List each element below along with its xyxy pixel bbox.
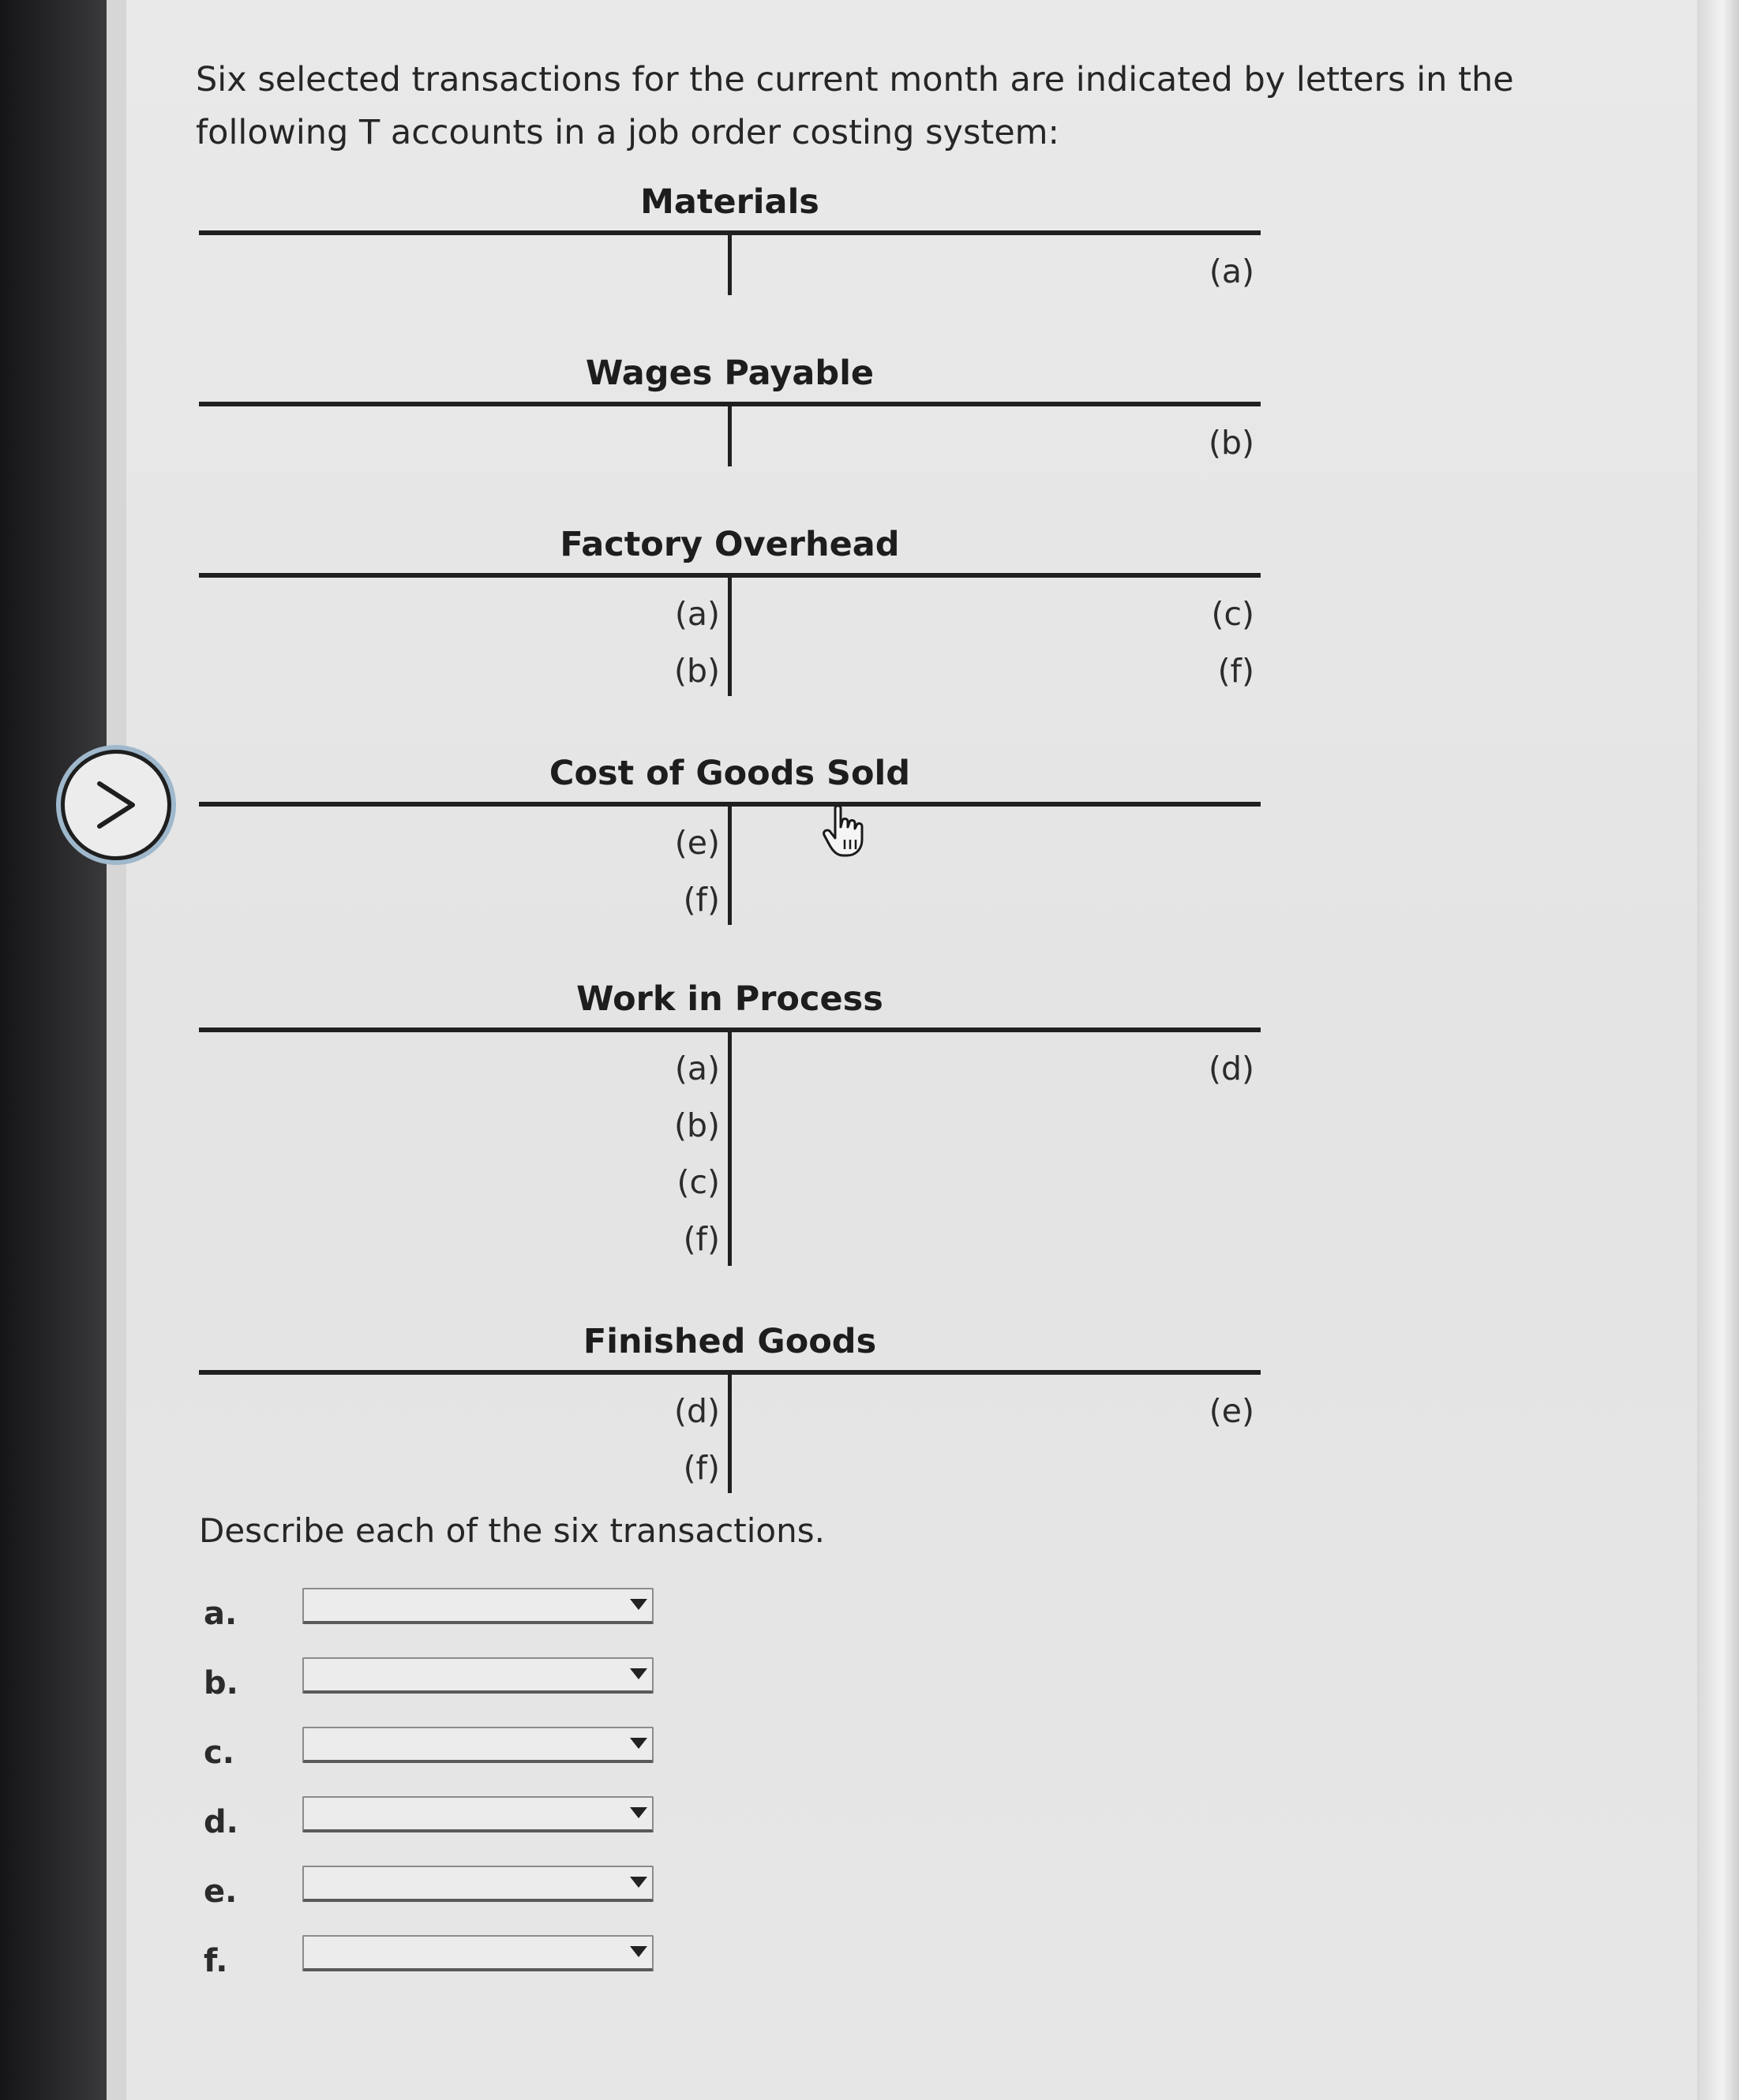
t-account-credits <box>736 1040 1254 1097</box>
dropdown-arrow-icon <box>630 1668 647 1679</box>
answer-letter: c. <box>204 1735 234 1771</box>
t-account-credits <box>736 586 1254 699</box>
debit-entry: (b) <box>673 652 720 690</box>
t-account-debits <box>199 1383 720 1496</box>
left-margin-strip <box>107 0 126 2100</box>
answer-row-a <box>204 1588 677 1635</box>
transaction-b-select[interactable] <box>302 1657 654 1694</box>
answer-letter: d. <box>204 1804 238 1840</box>
debit-entry: (e) <box>674 824 720 862</box>
dropdown-arrow-icon <box>630 1877 647 1888</box>
t-account-divider <box>728 807 732 925</box>
answer-row-f <box>204 1935 677 1982</box>
transaction-f-select[interactable] <box>302 1935 654 1971</box>
answer-row-b <box>204 1657 677 1705</box>
t-account-debits <box>199 1040 720 1267</box>
debit-entry: (f) <box>683 1449 720 1487</box>
debit-entry: (d) <box>673 1392 720 1430</box>
t-account-divider <box>728 578 732 696</box>
debit-entry: (f) <box>683 881 720 919</box>
t-account-title: Factory Overhead <box>560 525 900 564</box>
credit-entry: (d) <box>1208 1050 1254 1087</box>
expand-panel-button[interactable] <box>61 750 171 860</box>
transaction-d-select[interactable] <box>302 1796 654 1832</box>
credit-entry: (b) <box>1208 424 1254 462</box>
answer-row-c <box>204 1727 677 1774</box>
t-account-title: Finished Goods <box>583 1322 877 1361</box>
credit-entry: (a) <box>1209 253 1254 290</box>
debit-entry: (c) <box>676 1163 720 1201</box>
monitor-bezel <box>0 0 107 2100</box>
answer-letter: a. <box>204 1596 238 1632</box>
answer-row-d <box>204 1796 677 1844</box>
answer-letter: e. <box>204 1874 238 1910</box>
t-account-divider <box>728 1375 732 1493</box>
debit-entry: (f) <box>683 1220 720 1258</box>
transaction-e-select[interactable] <box>302 1866 654 1902</box>
credit-entry: (e) <box>1209 1392 1254 1430</box>
t-account-credits <box>736 1383 1254 1439</box>
answer-letter: f. <box>204 1943 228 1979</box>
question-intro: Six selected transactions for the current month are indicated by letters in the following T accounts in a job order costing system: <box>196 60 1514 152</box>
describe-prompt: Describe each of the six transactions. <box>199 1511 825 1550</box>
chevron-right-icon <box>93 777 139 833</box>
t-account-debits <box>199 586 720 699</box>
t-account-title: Cost of Goods Sold <box>549 754 911 793</box>
debit-entry: (a) <box>674 595 720 633</box>
debit-entry: (b) <box>673 1106 720 1144</box>
t-account-credits <box>736 243 1254 300</box>
dropdown-arrow-icon <box>630 1807 647 1818</box>
dropdown-arrow-icon <box>630 1946 647 1957</box>
credit-entry: (f) <box>1217 652 1254 690</box>
answer-row-e <box>204 1866 677 1913</box>
t-account-divider <box>728 1032 732 1266</box>
answer-letter: b. <box>204 1665 238 1701</box>
credit-entry: (c) <box>1211 595 1254 633</box>
t-account-title: Wages Payable <box>585 354 875 393</box>
hand-pointer-icon <box>821 803 876 860</box>
dropdown-arrow-icon <box>630 1599 647 1610</box>
t-account-divider <box>728 406 732 466</box>
t-account-debits <box>199 814 720 928</box>
t-account-title: Materials <box>640 182 819 222</box>
right-scroll-edge <box>1697 0 1739 2100</box>
debit-entry: (a) <box>674 1050 720 1087</box>
t-account-title: Work in Process <box>576 979 883 1019</box>
t-account-credits <box>736 414 1254 471</box>
dropdown-arrow-icon <box>630 1738 647 1749</box>
transaction-c-select[interactable] <box>302 1727 654 1763</box>
transaction-a-select[interactable] <box>302 1588 654 1624</box>
t-account-divider <box>728 235 732 295</box>
